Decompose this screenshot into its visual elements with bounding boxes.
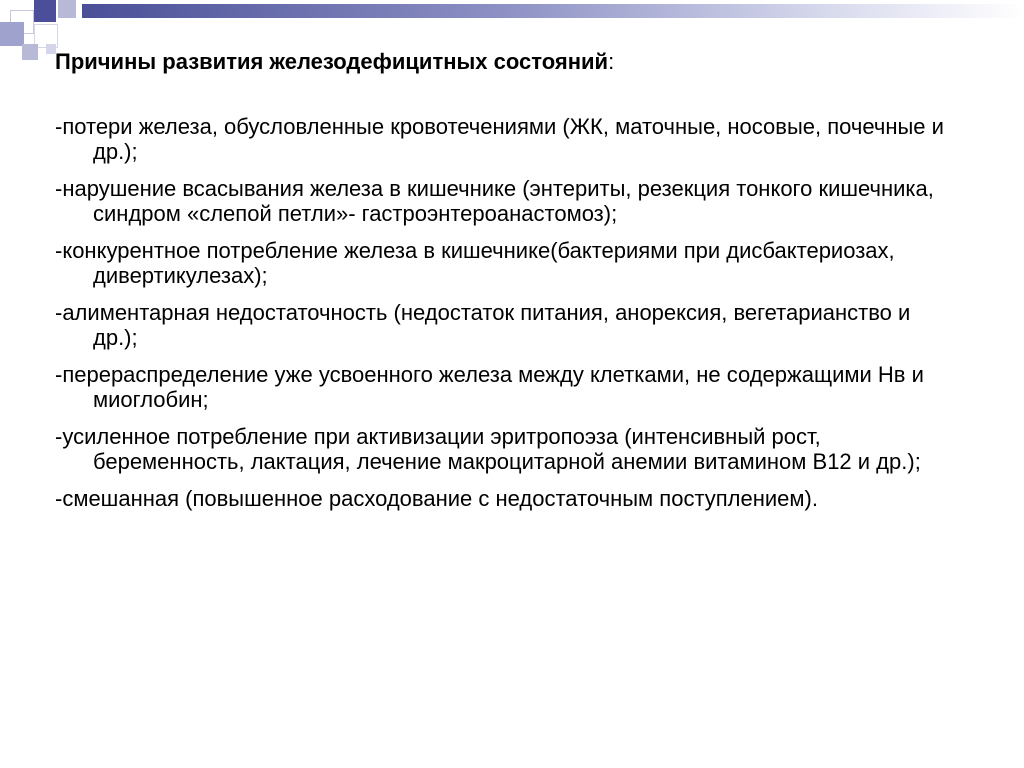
list-item: -конкурентное потребление железа в кишечнике(бактериями при дисбактериозах, дивертикулезах); [55,238,895,288]
list-item: -смешанная (повышенное расходование с недостаточным поступлением). [55,486,818,511]
list-item: -алиментарная недостаточность (недостаток питания, анорексия, вегетарианство и др.); [55,300,911,350]
slide-title-text: Причины развития железодефицитных состояний [55,49,609,74]
list-item: -нарушение всасывания железа в кишечнике (энтериты, резекция тонкого кишечника, синдром «слепой петли»- гастроэнтероанастомоз); [55,176,934,226]
decorative-square [22,44,38,60]
header-gradient-band [82,4,1024,18]
slide-title-suffix: : [608,49,615,74]
decorative-square [34,0,56,22]
decorative-square [58,0,76,18]
causes-list [55,114,955,511]
decorative-square [0,22,24,46]
list-item: -перераспределение уже усвоенного железа между клетками, не содержащими Нв и миоглобин; [55,362,924,412]
slide-title [55,48,955,76]
slide-content [55,48,955,523]
list-item: -потери железа, обусловленные кровотечениями (ЖК, маточные, носовые, почечные и др.); [55,114,944,164]
list-item: -усиленное потребление при активизации эритропоэза (интенсивный рост, беременность, лактация, лечение макроцитарной анемии витамином В12 и др.); [55,424,921,474]
